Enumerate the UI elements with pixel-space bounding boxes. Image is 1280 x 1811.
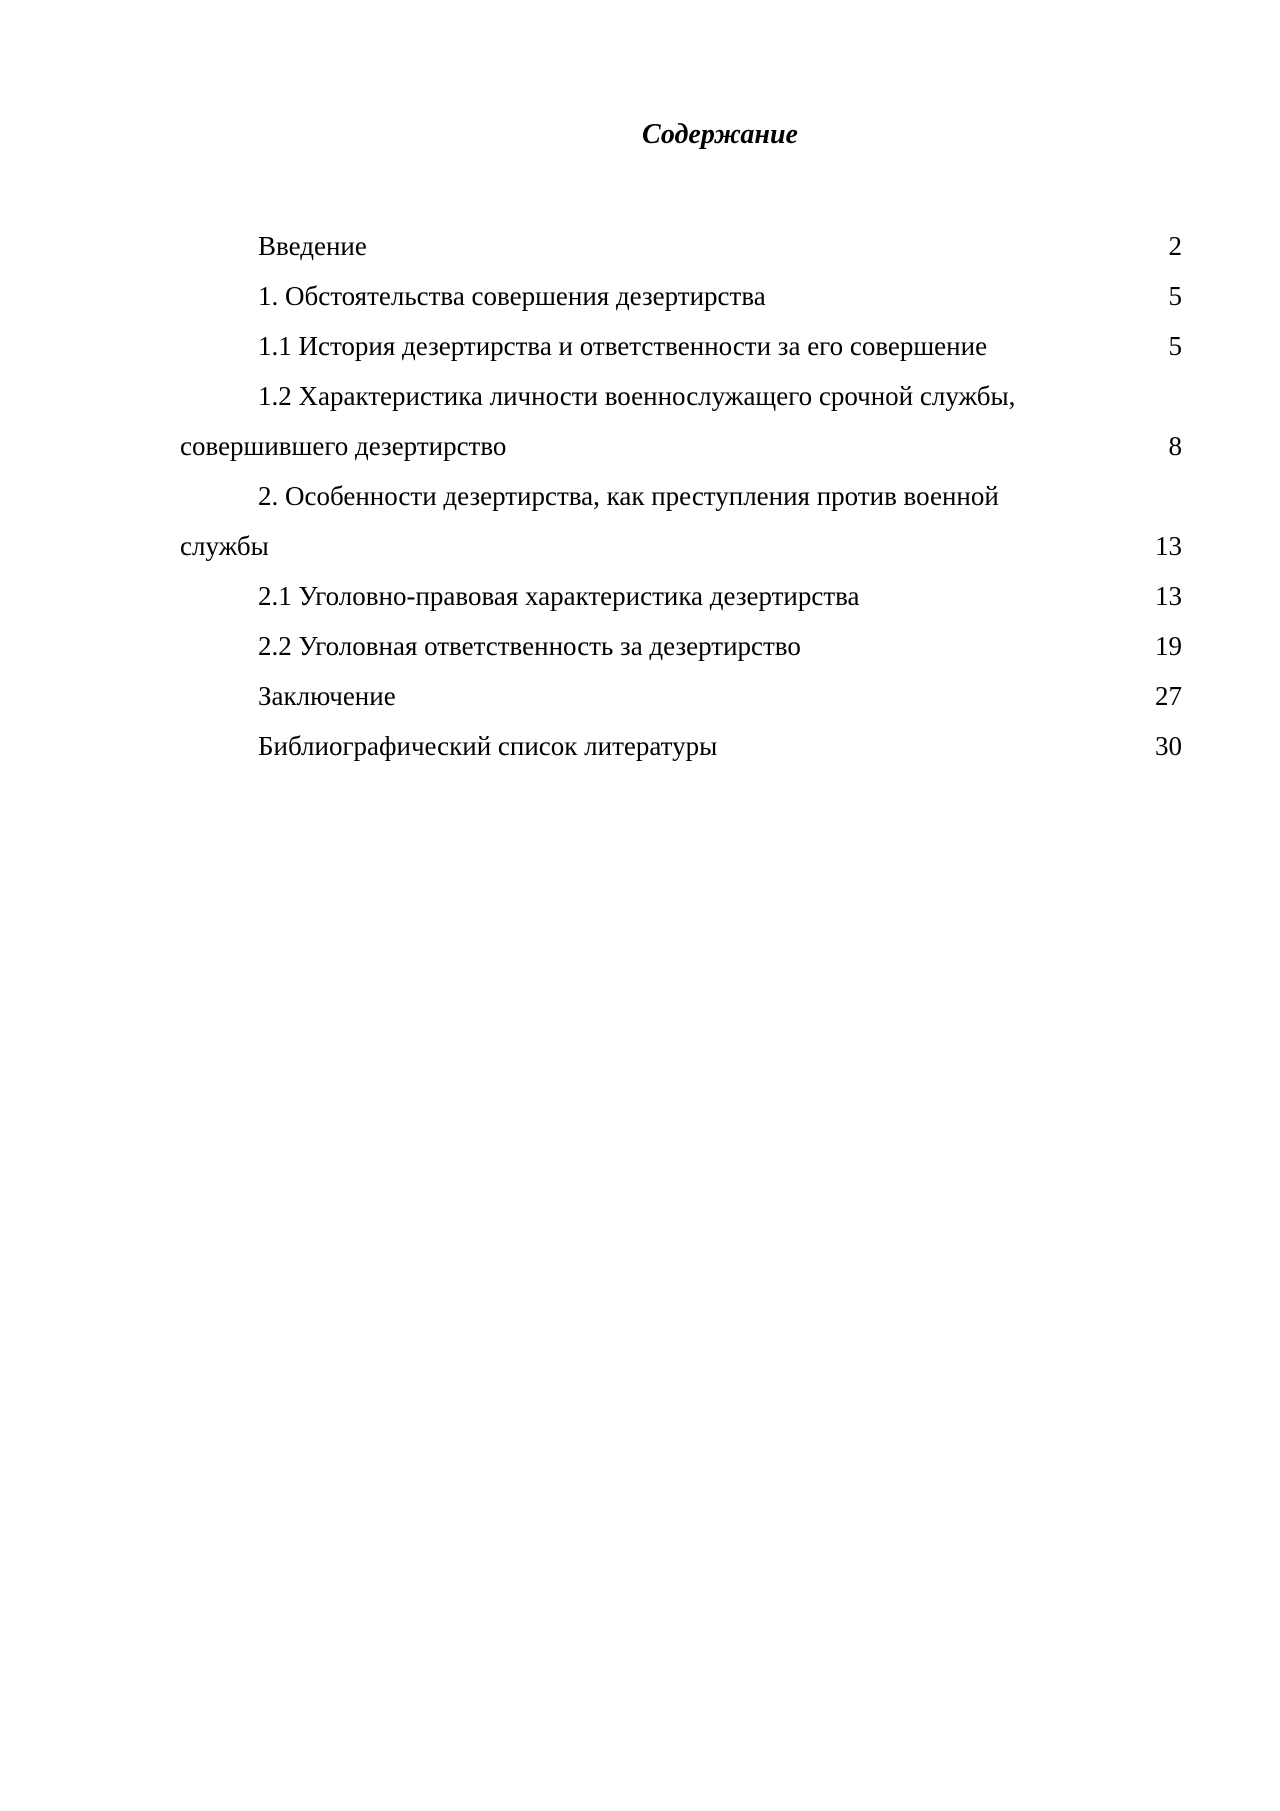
toc-page-number: 30 <box>1155 731 1182 761</box>
toc-entry-text: 1. Обстоятельства совершения дезертирства <box>258 281 766 311</box>
toc-entry-text: 2.2 Уголовная ответственность за дезертирство <box>258 631 801 661</box>
toc-entry-text-continuation: службы <box>180 531 269 561</box>
toc-entry-text: 1.2 Характеристика личности военнослужащего срочной службы, <box>258 381 1016 411</box>
toc-entry-text: Введение <box>258 231 367 261</box>
toc-entry-text: 2. Особенности дезертирства, как преступления против военной <box>258 481 999 511</box>
toc-page-number: 13 <box>1155 581 1182 611</box>
toc-entry-text: Заключение <box>258 681 396 711</box>
toc-page-number: 19 <box>1155 631 1182 661</box>
toc-page-number: 8 <box>1168 431 1182 461</box>
toc-title: Содержание <box>642 119 798 150</box>
toc-entry-text: 1.1 История дезертирства и ответственности за его совершение <box>258 331 988 361</box>
toc-entry-chapter-1[interactable] <box>180 271 1182 321</box>
toc-entry-text-continuation: совершившего дезертирство <box>180 431 507 461</box>
toc-entry-section-1-1[interactable] <box>180 321 1182 371</box>
toc-entry-conclusion[interactable] <box>180 671 1182 721</box>
toc-page-number: 13 <box>1155 531 1182 561</box>
toc-entry-text: Библиографический список литературы <box>258 731 718 761</box>
toc-entry-introduction[interactable] <box>180 221 1182 271</box>
toc-entry-bibliography[interactable] <box>180 721 1182 771</box>
toc-entry-text: 2.1 Уголовно-правовая характеристика дезертирства <box>258 581 860 611</box>
table-of-contents <box>180 221 1182 771</box>
toc-entry-section-2-1[interactable] <box>180 571 1182 621</box>
toc-entry-section-2-2[interactable] <box>180 621 1182 671</box>
toc-page-number: 5 <box>1168 331 1182 361</box>
toc-page-number: 2 <box>1168 231 1182 261</box>
toc-entry-section-1-2[interactable] <box>180 371 1182 471</box>
toc-entry-chapter-2[interactable] <box>180 471 1182 571</box>
toc-page-number: 27 <box>1155 681 1182 711</box>
toc-page-number: 5 <box>1168 281 1182 311</box>
